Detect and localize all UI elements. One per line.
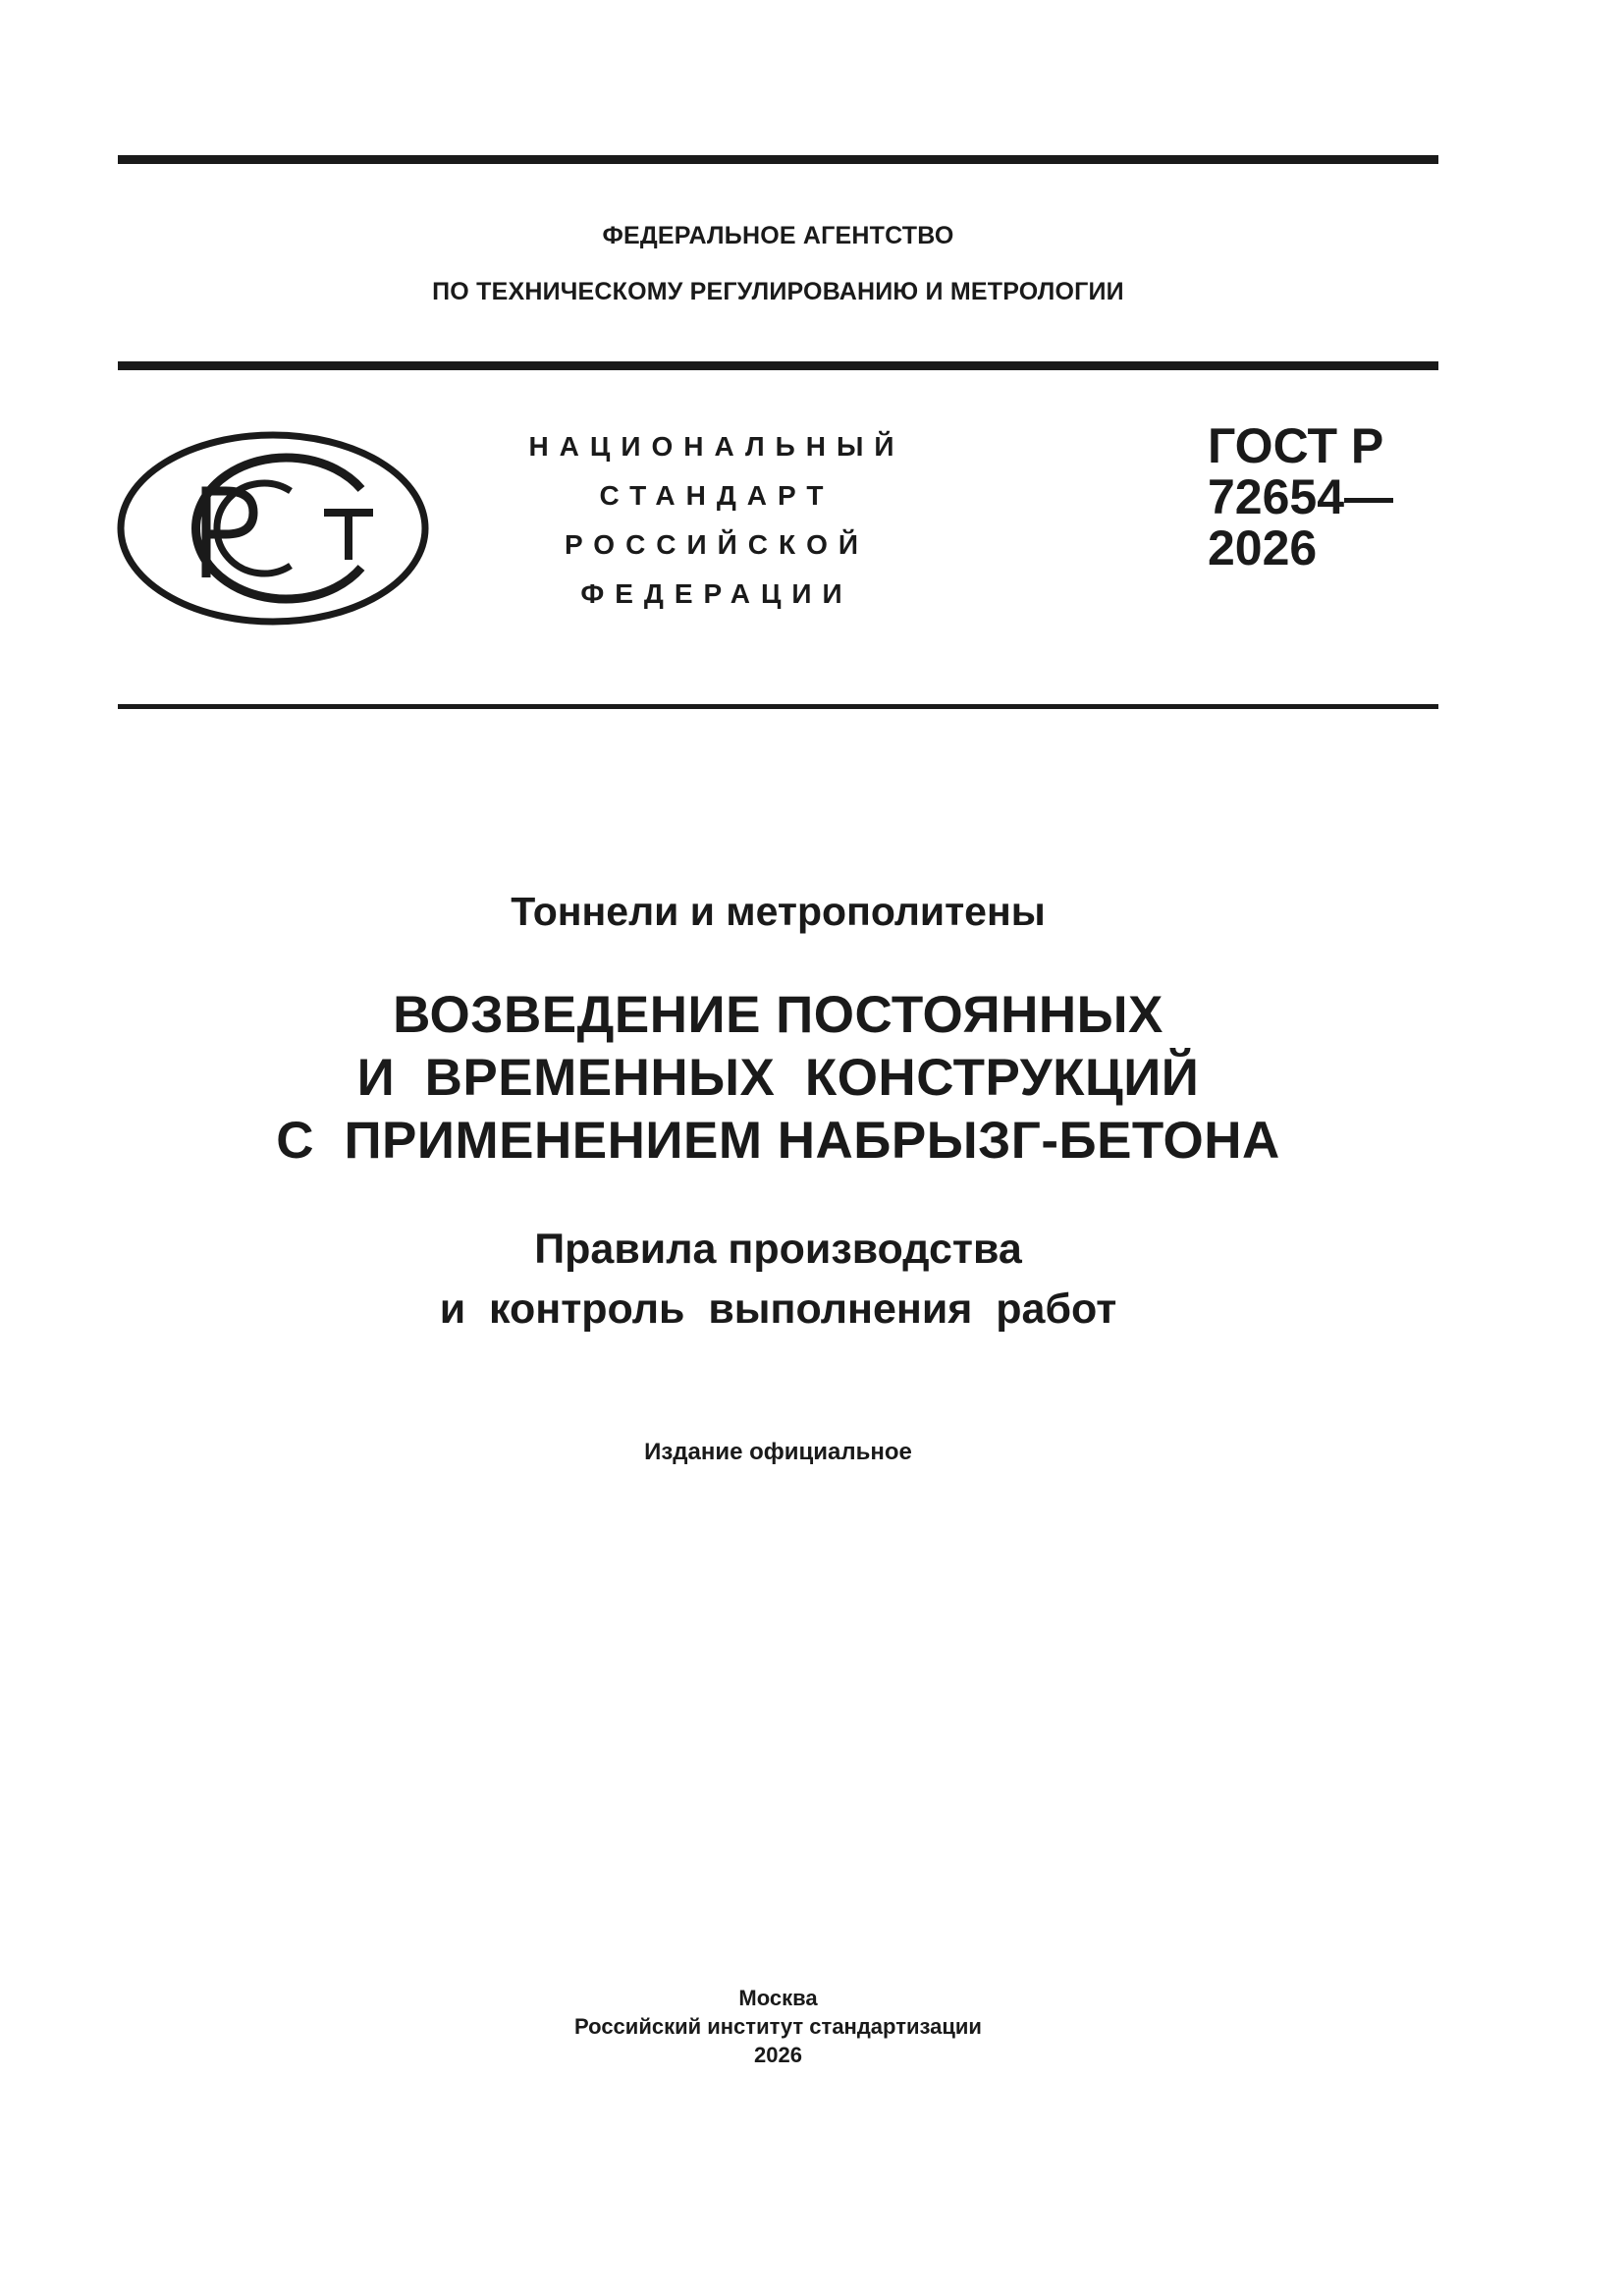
agency-line-2: ПО ТЕХНИЧЕСКОМУ РЕГУЛИРОВАНИЮ И МЕТРОЛОГИИ [432, 278, 1124, 305]
national-standard-heading [511, 422, 923, 619]
title-line-1: ВОЗВЕДЕНИЕ ПОСТОЯННЫХ [393, 986, 1163, 1044]
imprint [118, 1984, 1438, 2069]
rst-gost-logo [116, 430, 430, 627]
top-rule [118, 155, 1438, 164]
national-line-4: ФЕДЕРАЦИИ [580, 578, 853, 609]
subtitle-line-2: и контроль выполнения работ [439, 1285, 1117, 1333]
designation-line-2: 72654— [1208, 469, 1394, 524]
standard-designation [1208, 420, 1393, 574]
header-divider-rule [118, 361, 1438, 370]
imprint-publisher: Российский институт стандартизации [574, 2014, 982, 2039]
document-subtitle [118, 1220, 1438, 1339]
designation-line-3: 2026 [1208, 520, 1318, 575]
imprint-year: 2026 [754, 2043, 802, 2067]
national-line-3: РОССИЙСКОЙ [565, 529, 869, 560]
document-series: Тоннели и метрополитены [511, 889, 1046, 934]
subtitle-line-1: Правила производства [534, 1226, 1022, 1273]
document-title [118, 984, 1438, 1173]
designation-line-1: ГОСТ Р [1208, 418, 1384, 473]
agency-line-1: ФЕДЕРАЛЬНОЕ АГЕНТСТВО [602, 222, 954, 249]
edition-label: Издание официальное [644, 1439, 912, 1465]
title-line-2: И ВРЕМЕННЫХ КОНСТРУКЦИЙ [356, 1049, 1200, 1107]
standard-divider-rule [118, 704, 1438, 709]
national-line-1: НАЦИОНАЛЬНЫЙ [528, 431, 905, 462]
national-line-2: СТАНДАРТ [599, 480, 835, 511]
imprint-city: Москва [738, 1986, 818, 2010]
title-line-3: С ПРИМЕНЕНИЕМ НАБРЫЗГ-БЕТОНА [276, 1112, 1280, 1170]
